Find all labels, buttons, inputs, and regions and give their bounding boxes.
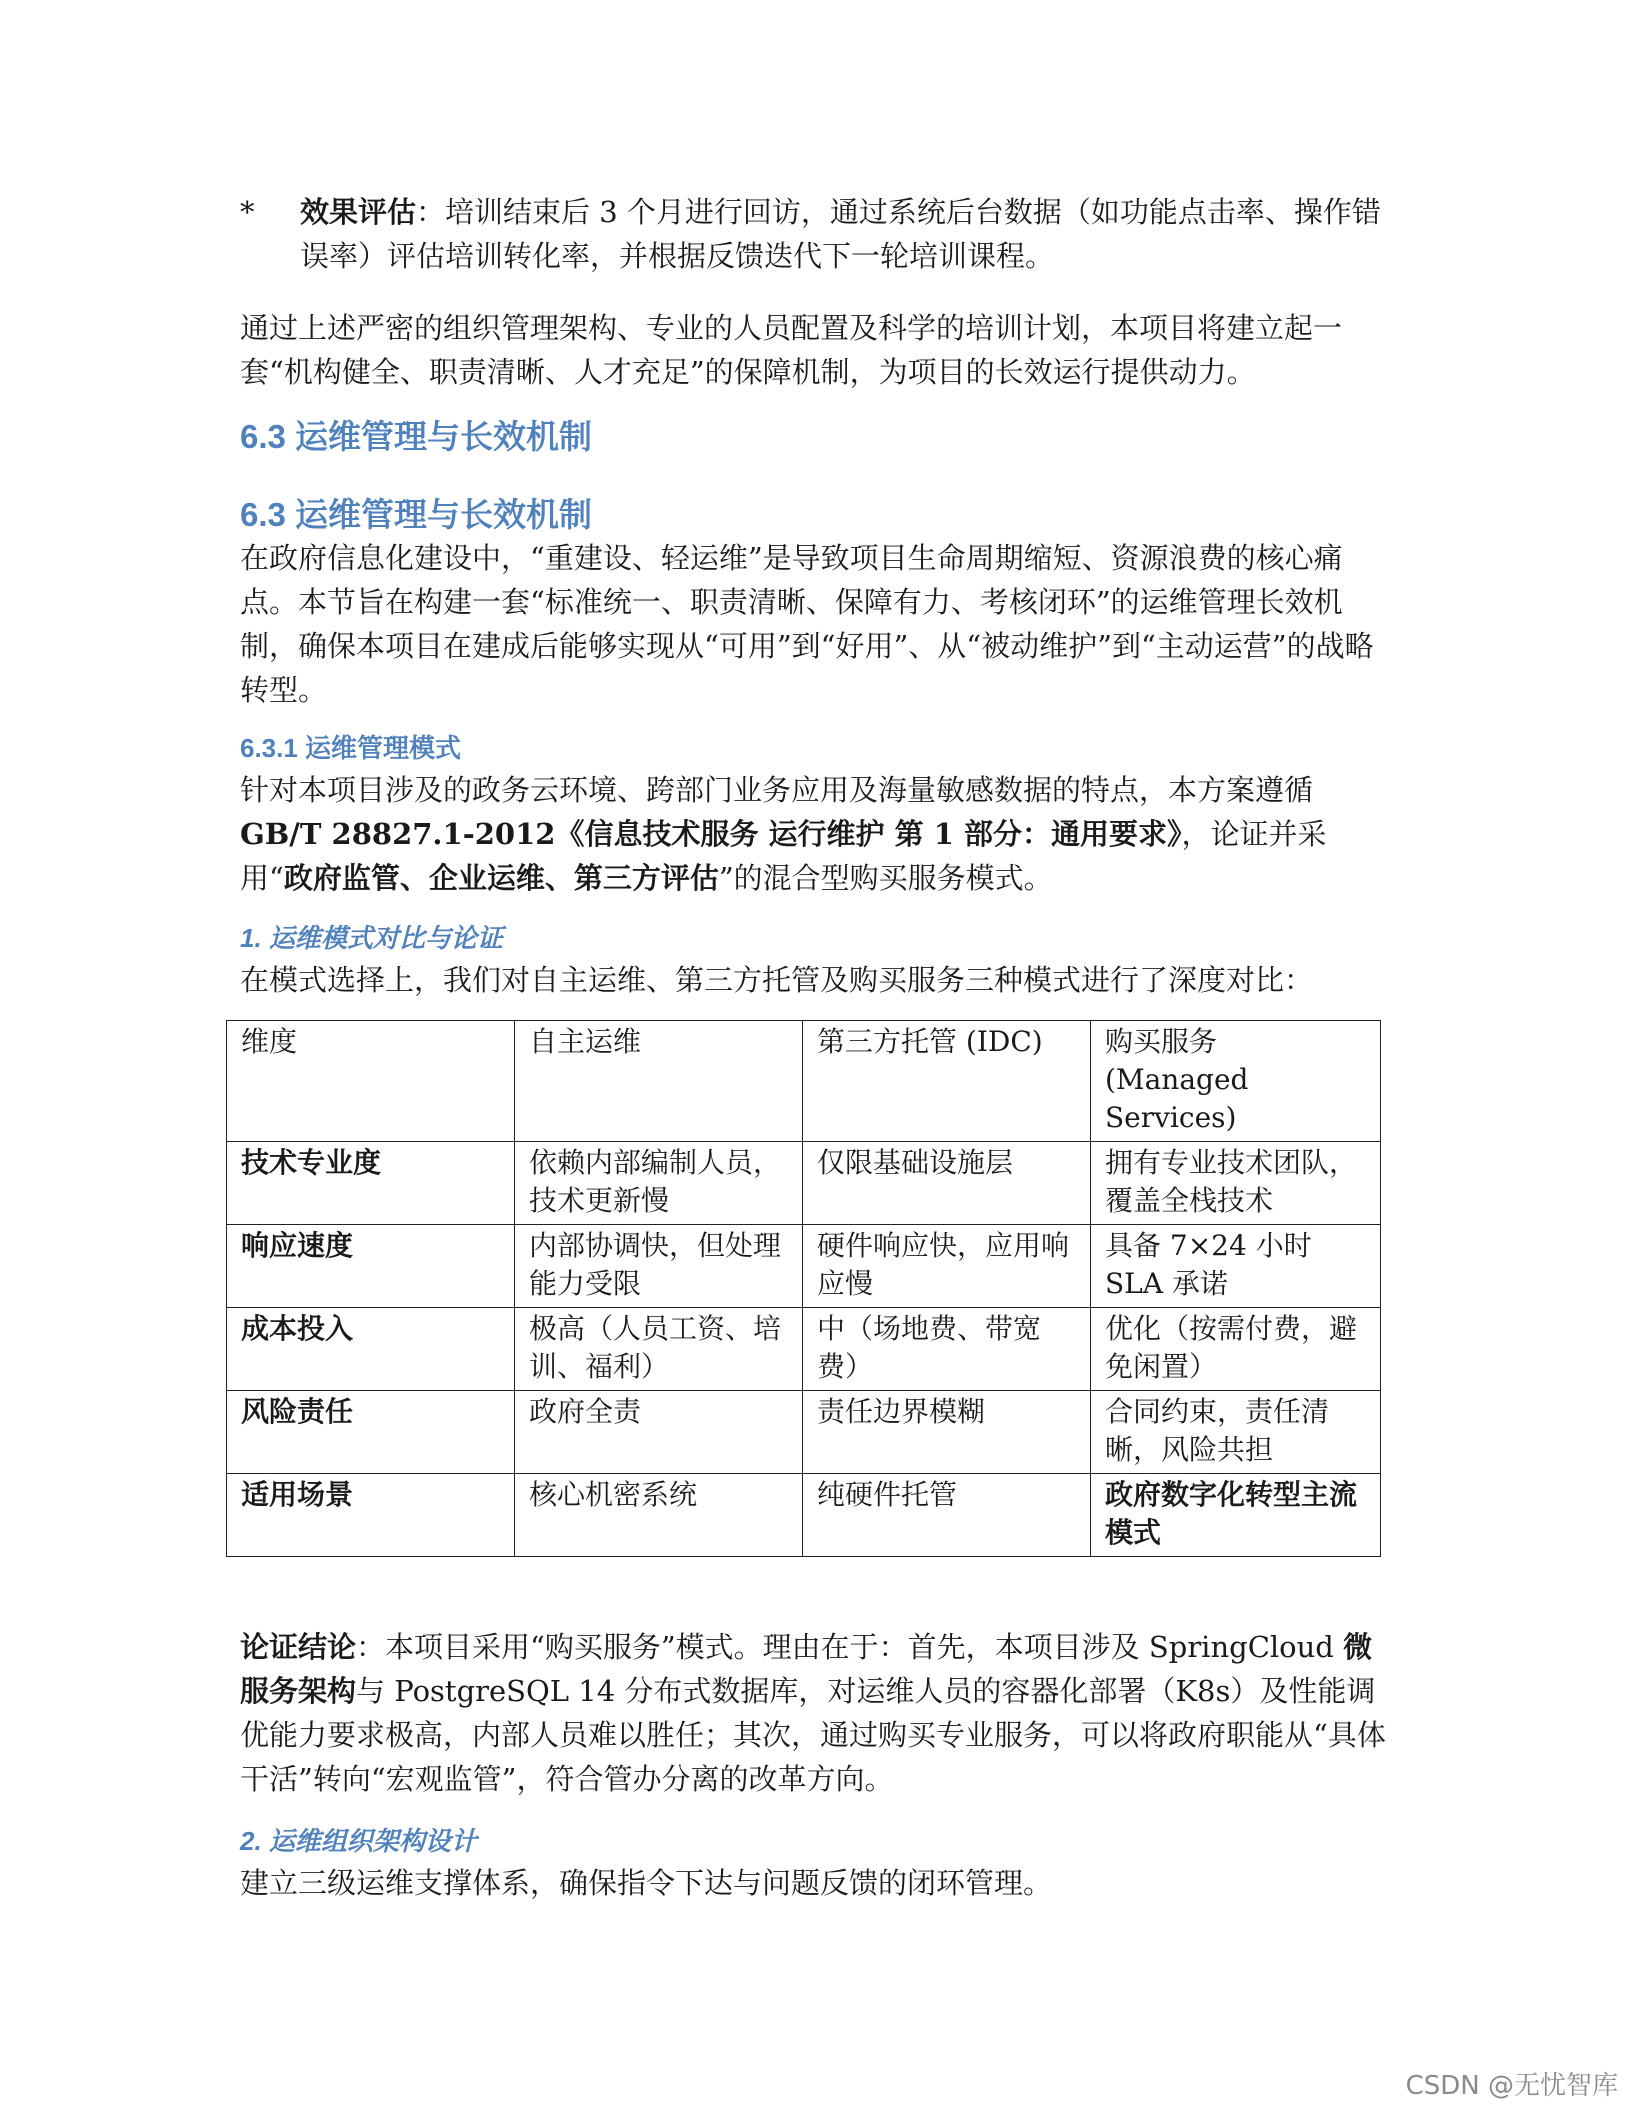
mode-text-3: ”的混合型购买服务模式。 xyxy=(718,861,1053,895)
table-cell: 仅限基础设施层 xyxy=(803,1142,1091,1225)
table-header-cell: 第三方托管 (IDC) xyxy=(803,1021,1091,1142)
subsection-631-title: 6.3.1 运维管理模式 xyxy=(240,733,462,763)
table-header-cell: 购买服务 (Managed Services) xyxy=(1091,1021,1381,1142)
bullet-mark: * xyxy=(240,195,255,229)
intro-paragraph: 在政府信息化建设中，“重建设、轻运维”是导致项目生命周期缩短、资源浪费的核心痛点。本节旨在构建一套“标准统一、职责清晰、保障有力、考核闭环”的运维管理长效机制，确保本项目在建成后能够实现从“可用”到“好用”、从“被动维护”到“主动运营”的战略转型。 xyxy=(240,541,1374,707)
table-header-row xyxy=(227,1021,1381,1142)
subsection-2-title: 2. 运维组织架构设计 xyxy=(240,1826,477,1856)
table-row-label: 技术专业度 xyxy=(227,1142,515,1225)
subsection-2-intro: 建立三级运维支撑体系，确保指令下达与问题反馈的闭环管理。 xyxy=(240,1866,1053,1900)
table-cell: 优化（按需付费，避免闲置） xyxy=(1091,1308,1381,1391)
table-row-label: 适用场景 xyxy=(227,1474,515,1557)
conclusion-text-1: ：本项目采用“购买服务”模式。理由在于：首先，本项目涉及 SpringCloud xyxy=(356,1630,1344,1664)
bullet-label: 效果评估 xyxy=(300,195,417,229)
table-row xyxy=(227,1225,1381,1308)
table-cell: 中（场地费、带宽费） xyxy=(803,1308,1091,1391)
summary-paragraph: 通过上述严密的组织管理架构、专业的人员配置及科学的培训计划，本项目将建立起一套“机构健全、职责清晰、人才充足”的保障机制，为项目的长效运行提供动力。 xyxy=(240,311,1343,389)
table-row-label: 成本投入 xyxy=(227,1308,515,1391)
table-cell: 依赖内部编制人员，技术更新慢 xyxy=(515,1142,803,1225)
table-cell: 核心机密系统 xyxy=(515,1474,803,1557)
section-heading-1: 6.3 运维管理与长效机制 xyxy=(240,418,593,455)
mode-standard-ref: GB/T 28827.1-2012《信息技术服务 运行维护 第 1 部分：通用要求》 xyxy=(240,817,1182,851)
section-heading-2: 6.3 运维管理与长效机制 xyxy=(240,496,593,533)
mode-text-1: 针对本项目涉及的政务云环境、跨部门业务应用及海量敏感数据的特点，本方案遵循 xyxy=(240,773,1314,807)
bullet-text: ：培训结束后 3 个月进行回访，通过系统后台数据（如功能点击率、操作错误率）评估培训转化率，并根据反馈迭代下一轮培训课程。 xyxy=(300,195,1381,273)
table-row xyxy=(227,1142,1381,1225)
table-cell: 责任边界模糊 xyxy=(803,1391,1091,1474)
table-cell: 具备 7×24 小时 SLA 承诺 xyxy=(1091,1225,1381,1308)
csdn-watermark: CSDN @无忧智库 xyxy=(1405,2071,1618,2101)
conclusion-text-2: 与 PostgreSQL 14 分布式数据库，对运维人员的容器化部署（K8s）及性能调优能力要求极高，内部人员难以胜任；其次，通过购买专业服务，可以将政府职能从“具体干活”转向“宏观监管”，符合管办分离的改革方向。 xyxy=(240,1674,1386,1796)
table-cell: 拥有专业技术团队，覆盖全栈技术 xyxy=(1091,1142,1381,1225)
comparison-table xyxy=(226,1020,1381,1557)
table-cell-highlight: 政府数字化转型主流模式 xyxy=(1091,1474,1381,1557)
mode-text-2: ，论证并采用“ xyxy=(240,817,1327,895)
table-row xyxy=(227,1391,1381,1474)
table-cell: 纯硬件托管 xyxy=(803,1474,1091,1557)
table-row-label: 风险责任 xyxy=(227,1391,515,1474)
table-row xyxy=(227,1474,1381,1557)
conclusion-bold: 微服务架构 xyxy=(240,1630,1373,1708)
bullet-content xyxy=(300,190,1390,278)
table-row xyxy=(227,1308,1381,1391)
mode-paragraph xyxy=(240,768,1390,900)
comparison-intro: 在模式选择上，我们对自主运维、第三方托管及购买服务三种模式进行了深度对比： xyxy=(240,963,1314,997)
table-header-cell: 维度 xyxy=(227,1021,515,1142)
table-cell: 内部协调快，但处理能力受限 xyxy=(515,1225,803,1308)
conclusion-label: 论证结论 xyxy=(240,1630,357,1664)
table-cell: 政府全责 xyxy=(515,1391,803,1474)
subsection-1-title: 1. 运维模式对比与论证 xyxy=(240,923,503,953)
mode-model-name: 政府监管、企业运维、第三方评估 xyxy=(283,861,719,895)
table-cell: 硬件响应快，应用响应慢 xyxy=(803,1225,1091,1308)
table-cell: 合同约束，责任清晰，风险共担 xyxy=(1091,1391,1381,1474)
bullet-effect-evaluation xyxy=(240,190,1390,278)
table-header-cell: 自主运维 xyxy=(515,1021,803,1142)
table-cell: 极高（人员工资、培训、福利） xyxy=(515,1308,803,1391)
document-page xyxy=(240,190,1390,1905)
conclusion-paragraph xyxy=(240,1625,1390,1801)
table-row-label: 响应速度 xyxy=(227,1225,515,1308)
